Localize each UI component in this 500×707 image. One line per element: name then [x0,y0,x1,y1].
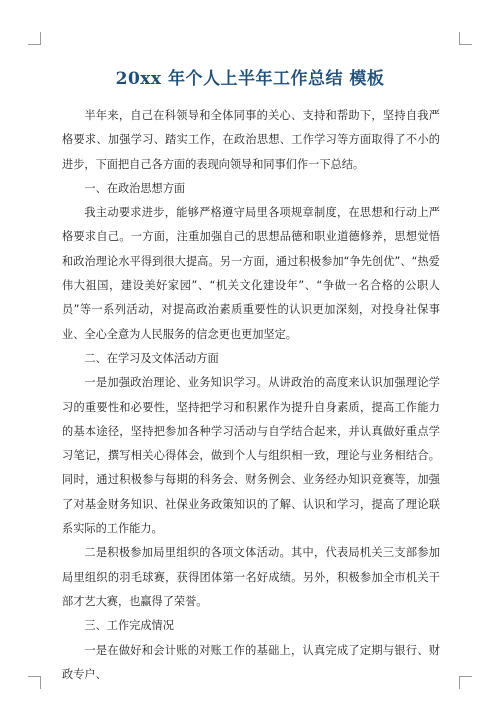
document-body [62,104,440,687]
document-title: 20xx 年个人上半年工作总结 模板 [115,69,385,89]
crop-mark-bottom-right [459,676,472,689]
paragraph-politics: 我主动要求进步，能够严格遵守局里各项规章制度，在思想和行动上严格要求自己。一方面，注重加强自己的思想品德和职业道德修养，思想觉悟和政治理论水平得到很大提高。另一方面，通过积极参加“争先创优”、“热爱伟大祖国，建设美好家园”、“机关文化建设年”、“争做一名合格的公职人员”等一系列活动，对提高政治素质重要性的认识更加深刻，对投身社保事业、全心全意为人民服务的信念更也更加坚定。 [62,206,440,341]
section-heading-study: 二、在学习及文体活动方面 [84,351,219,365]
crop-mark-top-right [459,32,472,45]
paragraph-study-2: 二是积极参加局里组织的各项文体活动。其中，代表局机关三支部参加局里组织的羽毛球赛，获得团体第一名好成绩。另外，积极参加全市机关干部才艺大赛，也赢得了荣誉。 [62,546,440,608]
paragraph-intro: 半年来，自己在科领导和全体同事的关心、支持和帮助下，坚持自我严格要求、加强学习、踏实工作，在政治思想、工作学习等方面取得了不小的进步，下面把自己各方面的表现向领导和同事们作一下总结。 [62,109,440,171]
crop-mark-bottom-left [28,676,41,689]
paragraph-work-1: 一是在做好和会计账的对账工作的基础上，认真完成了定期与银行、财政专户、 [62,643,440,681]
paragraph-study-1: 一是加强政治理论、业务知识学习。从讲政治的高度来认识加强理论学习的重要性和必要性，坚持把学习和积累作为提升自身素质，提高工作能力的基本途径，坚持把参加各种学习活动与自学结合起来，并认真做好重点学习笔记，撰写相关心得体会，做到个人与组织相一致，理论与业务相结合。同时，通过积极参与每期的科务会、财务例会、业务经办知识竞赛等，加强了对基金财务知识、社保业务政策知识的了解、认识和学习，提高了理论联系实际的工作能力。 [62,376,440,536]
section-heading-work: 三、工作完成情况 [84,619,174,633]
section-heading-politics: 一、在政治思想方面 [84,181,186,195]
crop-mark-top-left [28,32,41,45]
